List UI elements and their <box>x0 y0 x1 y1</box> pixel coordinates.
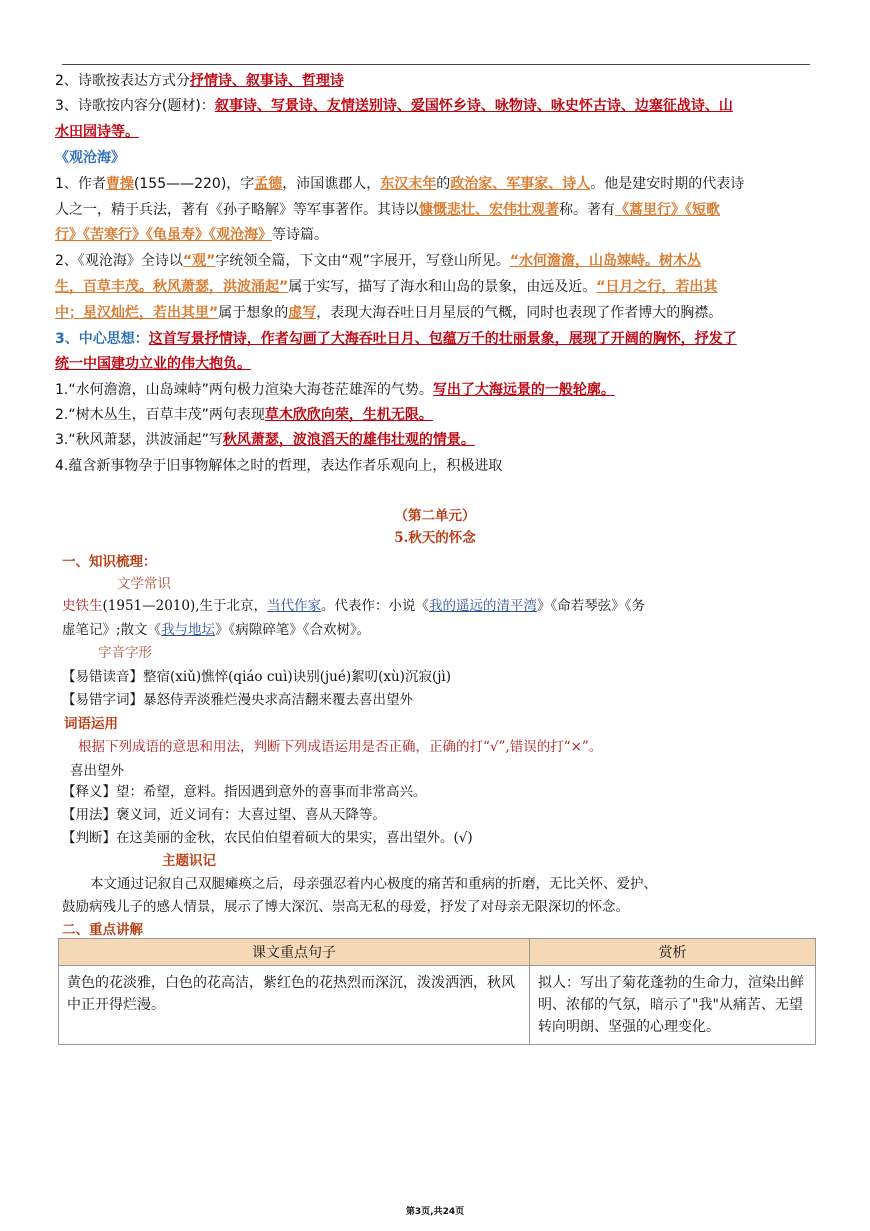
section-title: 《观沧海》 <box>55 150 125 166</box>
text-line: 史铁生(1951—2010),生于北京，当代作家。代表作：小说《我的遥远的清平湾》《命若琴弦》《务 <box>62 598 646 614</box>
text-line: 2、《观沧海》全诗以“观”字统领全篇，下文由“观”字展开，写登山所见。“水何澹澹，山岛竦峙。树木丛 <box>55 253 702 269</box>
table-header: 课文重点句子 <box>59 939 530 966</box>
instruction: 根据下列成语的意思和用法，判断下列成语运用是否正确，正确的打“√”,错误的打“×”。 <box>78 739 603 755</box>
subheading: 词语运用 <box>64 716 118 732</box>
text-line: 3.“秋风萧瑟，洪波涌起”写秋风萧瑟，波浪滔天的雄伟壮观的情景。 <box>55 432 475 448</box>
text-line: 1.“水何澹澹，山岛竦峙”两句极力渲染大海苍茫雄浑的气势。写出了大海远景的一般轮廓。 <box>55 382 615 398</box>
subheading: 字音字形 <box>98 645 152 661</box>
text-line: 行》《苦寒行》《龟虽寿》《观沧海》等诗篇。 <box>55 227 328 243</box>
subheading: 文学常识 <box>117 576 171 592</box>
table-header: 赏析 <box>530 939 816 966</box>
text-line: 喜出望外 <box>70 763 124 779</box>
key-sentence-table <box>58 938 816 1045</box>
text-line: 1、作者曹操(155——220)，字孟德，沛国谯郡人，东汉末年的政治家、军事家、诗人。他是建安时期的代表诗 <box>55 176 745 192</box>
text-line: 统一中国建功立业的伟大抱负。 <box>55 356 251 372</box>
table-cell: 黄色的花淡雅，白色的花高洁，紫红色的花热烈而深沉，泼泼洒洒，秋风中正开得烂漫。 <box>59 966 530 1045</box>
text-line: 【易错读音】整宿(xiǔ)憔悴(qiáo cuì)诀别(jué)絮叨(xù)沉寂(jì) <box>62 669 451 685</box>
section-heading: 一、知识梳理： <box>62 554 157 570</box>
section-heading: 二、重点讲解 <box>62 922 143 938</box>
text-line: 2.“树木丛生，百草丰茂”两句表现草木欣欣向荣，生机无限。 <box>55 407 433 423</box>
text-line: 3、诗歌按内容分(题材)：叙事诗、写景诗、友情送别诗、爱国怀乡诗、咏物诗、咏史怀古诗、边塞征战诗、山 <box>55 98 733 114</box>
text-line: 3、中心思想：这首写景抒情诗，作者勾画了大海吞吐日月、包蕴万千的壮丽景象，展现了开阔的胸怀，抒发了 <box>55 331 737 347</box>
text-line: 中；星汉灿烂，若出其里”属于想象的虚写，表现大海吞吐日月星辰的气概，同时也表现了作者博大的胸襟。 <box>55 305 723 321</box>
lesson-heading: 5.秋天的怀念 <box>394 530 476 546</box>
subheading: 主题识记 <box>162 853 216 869</box>
text-line: 【用法】褒义词，近义词有：大喜过望、喜从天降等。 <box>62 807 386 823</box>
text-line: 【释义】望：希望，意料。指因遇到意外的喜事而非常高兴。 <box>62 784 427 800</box>
text-line: 2、诗歌按表达方式分抒情诗、叙事诗、哲理诗 <box>55 73 344 89</box>
header-rule <box>62 64 810 65</box>
text-line: 生，百草丰茂。秋风萧瑟，洪波涌起”属于实写，描写了海水和山岛的景象，由远及近。“日月之行，若出其 <box>55 279 718 295</box>
text-line: 【易错字词】暴怒侍弄淡雅烂漫央求高洁翻来覆去喜出望外 <box>62 692 413 708</box>
text-line: 本文通过记叙自己双腿瘫痪之后，母亲强忍着内心极度的痛苦和重病的折磨，无比关怀、爱护、 <box>90 876 657 892</box>
text-line: 人之一，精于兵法，著有《孙子略解》等军事著作。其诗以慷慨悲壮、宏伟壮观著称。著有《蒿里行》《短歌 <box>55 202 720 218</box>
text-line: 【判断】在这美丽的金秋，农民伯伯望着硕大的果实，喜出望外。(√) <box>62 830 473 846</box>
text-line: 4.蕴含新事物孕于旧事物解体之时的哲理，表达作者乐观向上，积极进取 <box>55 458 503 474</box>
table-cell: 拟人：写出了菊花蓬勃的生命力，渲染出鲜明、浓郁的气氛，暗示了"我"从痛苦、无望转向明朗、坚强的心理变化。 <box>530 966 816 1045</box>
text-line: 虚笔记》;散文《我与地坛》《病隙碎笔》《合欢树》。 <box>62 622 371 638</box>
page-number: 第3页,共24页 <box>405 1207 465 1217</box>
text-line: 鼓励病残儿子的感人情景，展示了博大深沉、崇高无私的母爱，抒发了对母亲无限深切的怀念。 <box>62 899 629 915</box>
unit-heading: （第二单元） <box>394 508 476 524</box>
text-line: 水田园诗等。 <box>55 124 139 140</box>
